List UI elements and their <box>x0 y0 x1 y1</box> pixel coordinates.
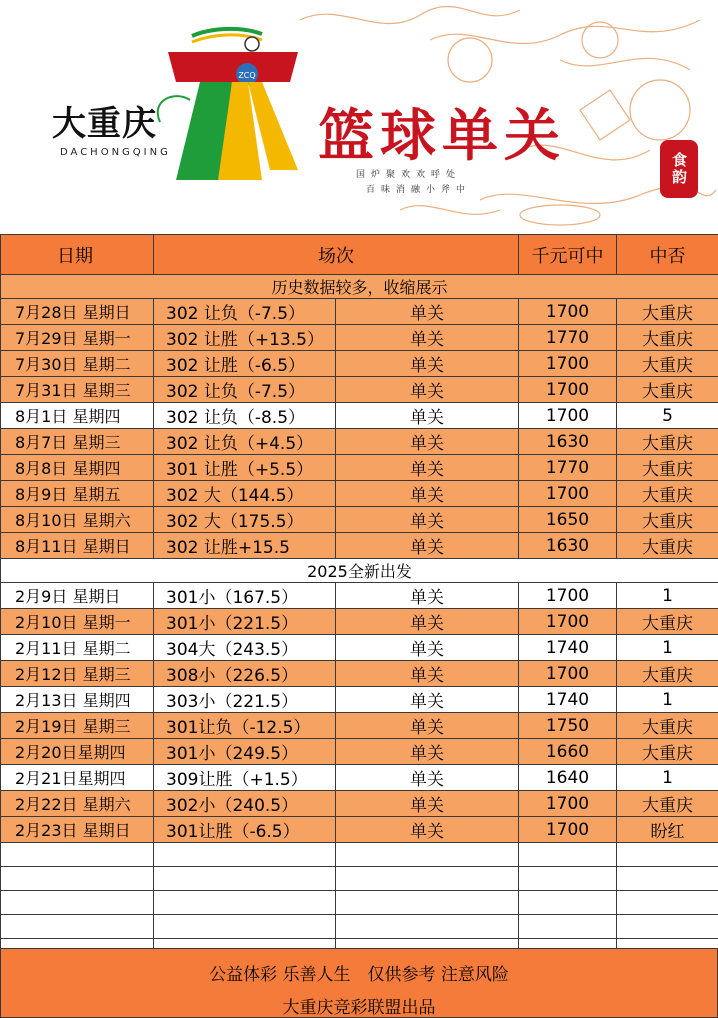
header-date: 日期 <box>1 235 154 275</box>
empty-cell <box>519 891 617 915</box>
bet-type-cell: 单关 <box>336 377 519 403</box>
match-cell: 302 让胜+15.5 <box>154 533 336 559</box>
match-cell: 302 让胜（-6.5） <box>154 351 336 377</box>
amount-cell: 1700 <box>519 583 617 609</box>
date-cell: 7月31日 星期三 <box>1 377 154 403</box>
empty-cell <box>154 915 336 939</box>
header-match: 场次 <box>154 235 519 275</box>
date-cell: 8月10日 星期六 <box>1 507 154 533</box>
bet-type-cell: 单关 <box>336 429 519 455</box>
amount-cell: 1650 <box>519 507 617 533</box>
amount-cell: 1700 <box>519 403 617 429</box>
result-cell: 大重庆 <box>617 351 718 377</box>
date-cell: 2月13日 星期四 <box>1 687 154 713</box>
table-row <box>1 403 718 429</box>
date-cell: 8月7日 星期三 <box>1 429 154 455</box>
table-header-row <box>1 235 718 275</box>
table-row <box>1 481 718 507</box>
amount-cell: 1660 <box>519 739 617 765</box>
amount-cell: 1640 <box>519 765 617 791</box>
empty-cell <box>336 867 519 891</box>
match-cell: 301 让胜（+5.5） <box>154 455 336 481</box>
match-cell: 302 让负（-8.5） <box>154 403 336 429</box>
table-row <box>1 687 718 713</box>
amount-cell: 1700 <box>519 377 617 403</box>
date-cell: 8月8日 星期四 <box>1 455 154 481</box>
date-cell: 8月11日 星期日 <box>1 533 154 559</box>
bet-type-cell: 单关 <box>336 791 519 817</box>
section-label-new: 2025全新出发 <box>1 559 718 583</box>
table-row <box>1 351 718 377</box>
bet-type-cell: 单关 <box>336 765 519 791</box>
result-cell: 1 <box>617 635 718 661</box>
date-cell: 2月22日 星期六 <box>1 791 154 817</box>
empty-row <box>1 915 718 939</box>
empty-cell <box>617 891 718 915</box>
bet-type-cell: 单关 <box>336 635 519 661</box>
match-cell: 302 让负（+4.5） <box>154 429 336 455</box>
bet-type-cell: 单关 <box>336 661 519 687</box>
logo-figure <box>158 29 298 180</box>
amount-cell: 1700 <box>519 609 617 635</box>
empty-cell <box>336 891 519 915</box>
amount-cell: 1740 <box>519 635 617 661</box>
amount-cell: 1740 <box>519 687 617 713</box>
table-row <box>1 429 718 455</box>
result-cell: 大重庆 <box>617 455 718 481</box>
table-row <box>1 325 718 351</box>
date-cell: 2月19日 星期三 <box>1 713 154 739</box>
amount-cell: 1770 <box>519 455 617 481</box>
amount-cell: 1700 <box>519 351 617 377</box>
result-cell: 大重庆 <box>617 739 718 765</box>
results-table <box>0 234 718 987</box>
table-row <box>1 609 718 635</box>
bet-type-cell: 单关 <box>336 299 519 325</box>
empty-cell <box>617 915 718 939</box>
result-cell: 大重庆 <box>617 377 718 403</box>
brand-name: 大重庆 <box>52 104 157 144</box>
bet-type-cell: 单关 <box>336 713 519 739</box>
match-cell: 302小（240.5） <box>154 791 336 817</box>
amount-cell: 1630 <box>519 429 617 455</box>
empty-cell <box>617 867 718 891</box>
bet-type-cell: 单关 <box>336 481 519 507</box>
section-label-history: 历史数据较多，收缩展示 <box>1 275 718 299</box>
bet-type-cell: 单关 <box>336 739 519 765</box>
footer-line-1: 公益体彩 乐善人生 仅供参考 注意风险 <box>209 965 509 985</box>
result-cell: 盼红 <box>617 817 718 843</box>
result-cell: 大重庆 <box>617 507 718 533</box>
table-row <box>1 507 718 533</box>
empty-cell <box>1 867 154 891</box>
match-cell: 301小（249.5） <box>154 739 336 765</box>
table-row <box>1 713 718 739</box>
result-cell: 大重庆 <box>617 533 718 559</box>
brand-pinyin: DACHONGQING <box>60 147 171 158</box>
date-cell: 7月29日 星期一 <box>1 325 154 351</box>
bet-type-cell: 单关 <box>336 687 519 713</box>
table-row <box>1 765 718 791</box>
result-cell: 1 <box>617 583 718 609</box>
result-cell: 1 <box>617 765 718 791</box>
empty-cell <box>1 843 154 867</box>
match-cell: 301让胜（-6.5） <box>154 817 336 843</box>
amount-cell: 1770 <box>519 325 617 351</box>
header-amount: 千元可中 <box>519 235 617 275</box>
table-row <box>1 299 718 325</box>
match-cell: 301让负（-12.5） <box>154 713 336 739</box>
amount-cell: 1630 <box>519 533 617 559</box>
empty-cell <box>154 891 336 915</box>
section-row-history <box>1 275 718 299</box>
empty-cell <box>154 843 336 867</box>
result-cell: 1 <box>617 687 718 713</box>
amount-cell: 1700 <box>519 299 617 325</box>
result-cell: 大重庆 <box>617 325 718 351</box>
amount-cell: 1700 <box>519 481 617 507</box>
footer <box>0 948 718 1018</box>
seal-stamp: 食韵 <box>660 140 698 198</box>
match-cell: 301小（167.5） <box>154 583 336 609</box>
table-row <box>1 661 718 687</box>
banner-title: 篮球单关 <box>318 103 566 169</box>
result-cell: 大重庆 <box>617 791 718 817</box>
date-cell: 2月9日 星期日 <box>1 583 154 609</box>
result-cell: 5 <box>617 403 718 429</box>
bet-type-cell: 单关 <box>336 817 519 843</box>
table-row <box>1 635 718 661</box>
empty-cell <box>336 915 519 939</box>
amount-cell: 1700 <box>519 661 617 687</box>
match-cell: 303小（221.5） <box>154 687 336 713</box>
date-cell: 7月30日 星期二 <box>1 351 154 377</box>
bet-type-cell: 单关 <box>336 507 519 533</box>
table-row <box>1 817 718 843</box>
slogan-line-1: 国炉聚欢欢呼处 <box>356 170 462 180</box>
date-cell: 2月10日 星期一 <box>1 609 154 635</box>
table-row <box>1 455 718 481</box>
date-cell: 2月23日 星期日 <box>1 817 154 843</box>
table-row <box>1 377 718 403</box>
bet-type-cell: 单关 <box>336 325 519 351</box>
date-cell: 2月11日 星期二 <box>1 635 154 661</box>
result-cell: 大重庆 <box>617 429 718 455</box>
empty-cell <box>519 867 617 891</box>
table-row <box>1 583 718 609</box>
match-cell: 301小（221.5） <box>154 609 336 635</box>
logo-badge-text: ZCQ <box>238 71 256 80</box>
amount-cell: 1750 <box>519 713 617 739</box>
header-banner <box>0 0 718 234</box>
section-row-new <box>1 559 718 583</box>
empty-cell <box>519 843 617 867</box>
bet-type-cell: 单关 <box>336 609 519 635</box>
slogan-line-2: 百味消融小斧中 <box>366 185 472 195</box>
result-cell: 大重庆 <box>617 299 718 325</box>
empty-cell <box>336 843 519 867</box>
match-cell: 302 让负（-7.5） <box>154 377 336 403</box>
match-cell: 302 让胜（+13.5） <box>154 325 336 351</box>
result-cell: 大重庆 <box>617 661 718 687</box>
empty-row <box>1 891 718 915</box>
table-row <box>1 739 718 765</box>
bet-type-cell: 单关 <box>336 403 519 429</box>
empty-cell <box>1 891 154 915</box>
amount-cell: 1700 <box>519 817 617 843</box>
date-cell: 7月28日 星期日 <box>1 299 154 325</box>
date-cell: 2月12日 星期三 <box>1 661 154 687</box>
empty-row <box>1 843 718 867</box>
date-cell: 2月21日星期四 <box>1 765 154 791</box>
table-row <box>1 533 718 559</box>
empty-cell <box>617 843 718 867</box>
date-cell: 8月1日 星期四 <box>1 403 154 429</box>
amount-cell: 1700 <box>519 791 617 817</box>
empty-cell <box>154 867 336 891</box>
bet-type-cell: 单关 <box>336 351 519 377</box>
match-cell: 308小（226.5） <box>154 661 336 687</box>
match-cell: 302 大（175.5） <box>154 507 336 533</box>
empty-cell <box>1 915 154 939</box>
header-result: 中否 <box>617 235 718 275</box>
empty-cell <box>519 915 617 939</box>
result-cell: 大重庆 <box>617 713 718 739</box>
date-cell: 2月20日星期四 <box>1 739 154 765</box>
match-cell: 309让胜（+1.5） <box>154 765 336 791</box>
result-cell: 大重庆 <box>617 481 718 507</box>
empty-row <box>1 867 718 891</box>
table-row <box>1 791 718 817</box>
match-cell: 302 大（144.5） <box>154 481 336 507</box>
match-cell: 302 让负（-7.5） <box>154 299 336 325</box>
bet-type-cell: 单关 <box>336 533 519 559</box>
date-cell: 8月9日 星期五 <box>1 481 154 507</box>
match-cell: 304大（243.5） <box>154 635 336 661</box>
bet-type-cell: 单关 <box>336 455 519 481</box>
result-cell: 大重庆 <box>617 609 718 635</box>
bet-type-cell: 单关 <box>336 583 519 609</box>
footer-line-2: 大重庆竞彩联盟出品 <box>282 998 436 1018</box>
